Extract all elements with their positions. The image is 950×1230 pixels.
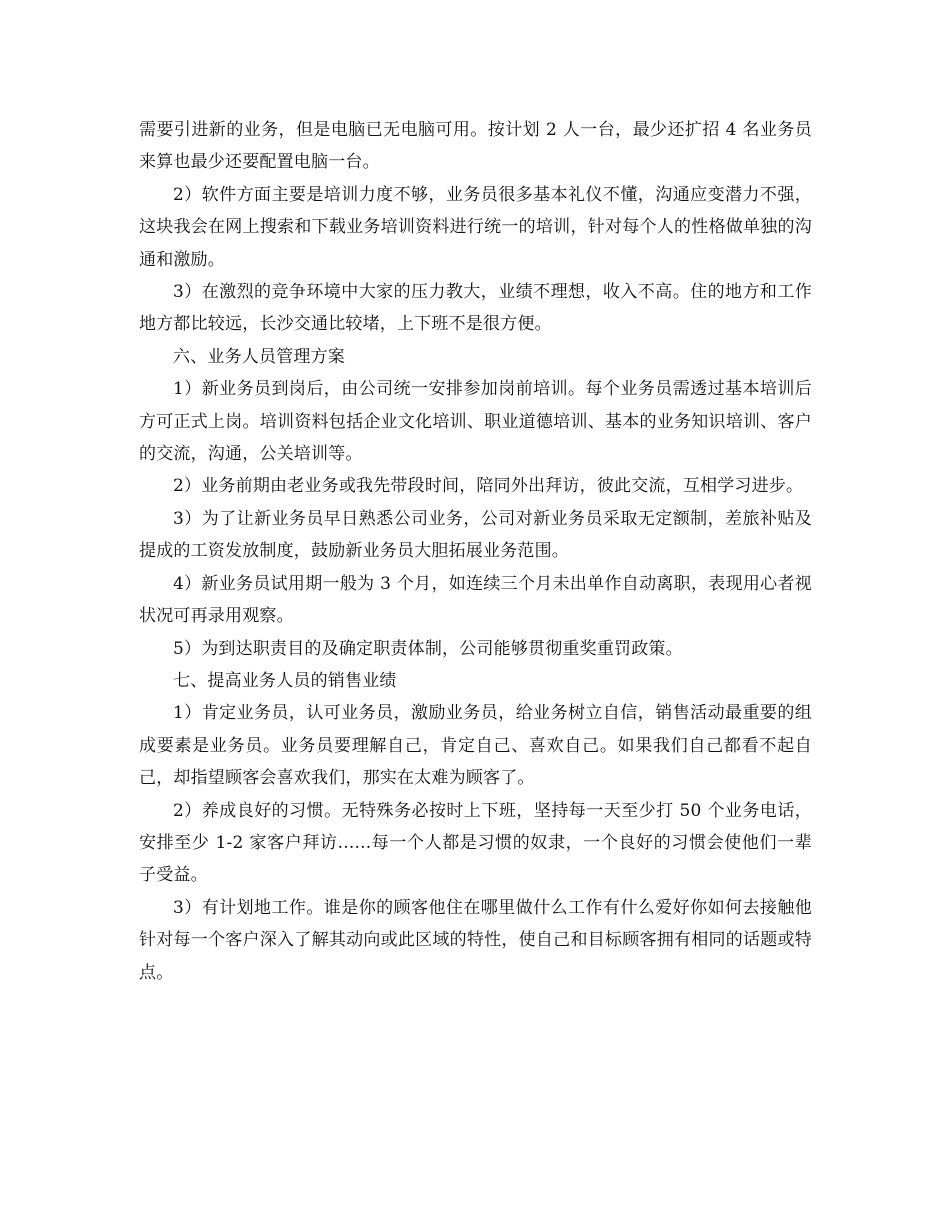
paragraph: 2）软件方面主要是培训力度不够，业务员很多基本礼仪不懂，沟通应变潜力不强，这块我会在网上搜索和下载业务培训资料进行统一的培训，针对每个人的性格做单独的沟通和激励。 (139, 184, 812, 270)
paragraph: 需要引进新的业务，但是电脑已无电脑可用。按计划 2 人一台，最少还扩招 4 名业务员来算也最少还要配置电脑一台。 (139, 120, 812, 173)
paragraph: 3）有计划地工作。谁是你的顾客他住在哪里做什么工作有什么爱好你如何去接触他针对每一个客户深入了解其动向或此区域的特性，使自己和目标顾客拥有相同的话题或特点。 (139, 897, 812, 983)
paragraph: 1）肯定业务员，认可业务员，激励业务员，给业务树立自信，销售活动最重要的组成要素是业务员。业务员要理解自己，肯定自己、喜欢自己。如果我们自己都看不起自己，却指望顾客会喜欢我们，那实在太难为顾客了。 (139, 703, 812, 789)
document-body (139, 114, 812, 989)
paragraph: 5）为到达职责目的及确定职责体制，公司能够贯彻重奖重罚政策。 (173, 638, 683, 659)
section-heading: 六、业务人员管理方案 (173, 346, 345, 367)
paragraph: 3）为了让新业务员早日熟悉公司业务，公司对新业务员采取无定额制，差旅补贴及提成的工资发放制度，鼓励新业务员大胆拓展业务范围。 (139, 508, 812, 562)
paragraph: 2）业务前期由老业务或我先带段时间，陪同外出拜访，彼此交流，互相学习进步。 (173, 476, 804, 497)
paragraph: 2）养成良好的习惯。无特殊务必按时上下班，坚持每一天至少打 50 个业务电话，安排至少 1-2 家客户拜访......每一个人都是习惯的奴隶，一个良好的习惯会使他们一辈子受益。 (139, 800, 812, 886)
paragraph: 3）在激烈的竞争环境中大家的压力教大，业绩不理想，收入不高。住的地方和工作地方都比较远，长沙交通比较堵，上下班不是很方便。 (139, 282, 812, 335)
paragraph: 4）新业务员试用期一般为 3 个月，如连续三个月未出单作自动离职，表现用心者视状况可再录用观察。 (139, 573, 812, 627)
section-heading: 七、提高业务人员的销售业绩 (173, 670, 397, 691)
paragraph: 1）新业务员到岗后，由公司统一安排参加岗前培训。每个业务员需透过基本培训后方可正式上岗。培训资料包括企业文化培训、职业道德培训、基本的业务知识培训、客户的交流，沟通，公关培训等。 (139, 379, 812, 465)
